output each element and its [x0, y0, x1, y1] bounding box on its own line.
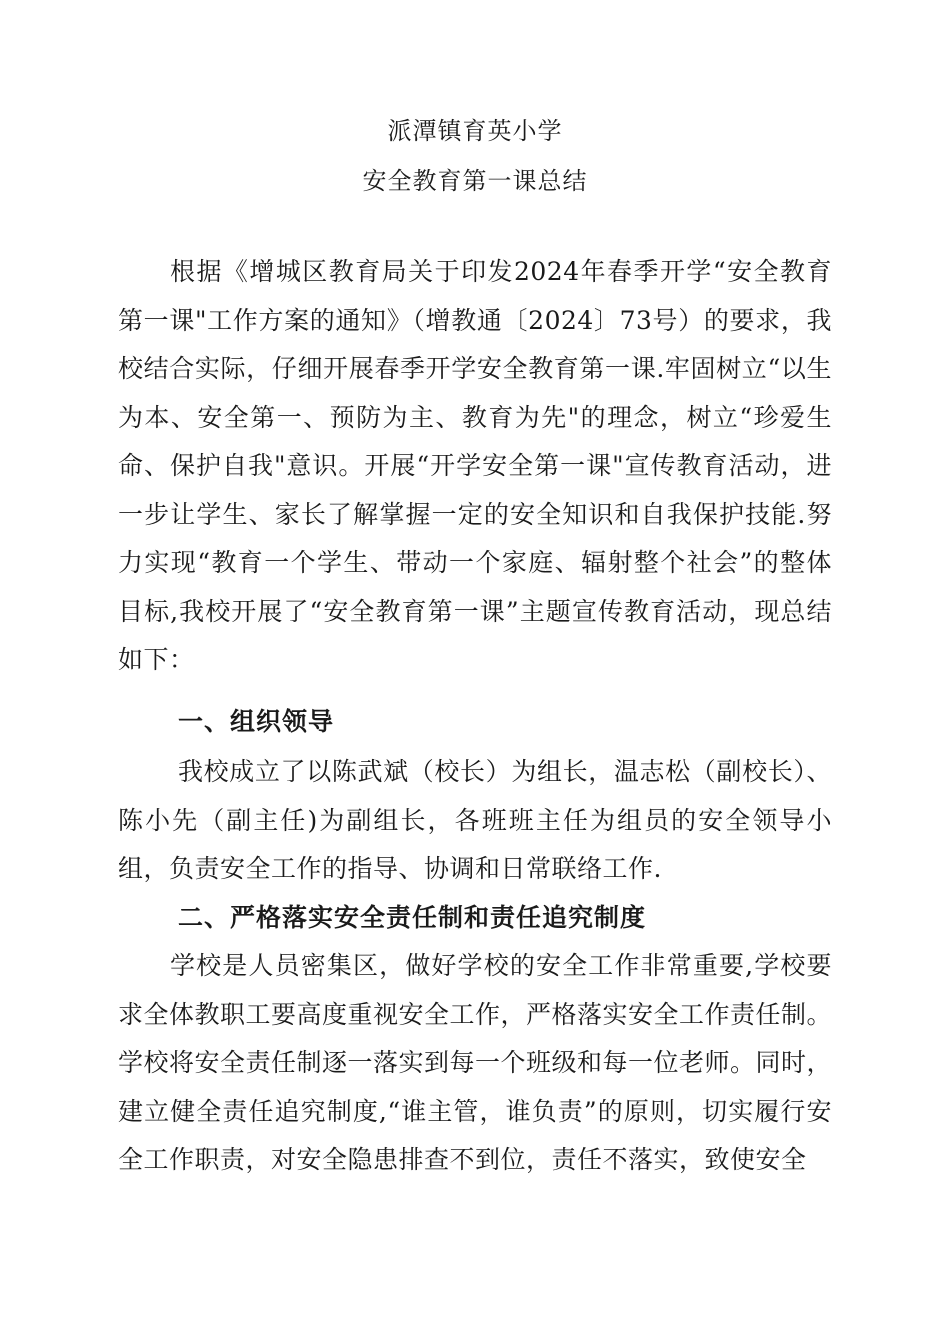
title-block — [0, 106, 950, 206]
section-paragraph-responsibility: 学校是人员密集区，做好学校的安全工作非常重要,学校要求全体教职工要高度重视安全工作，严格落实安全工作责任制。学校将安全责任制逐一落实到每一个班级和每一位老师。同时，建立健全责任追究制度,“谁主管，谁负责”的原则，切实履行安全工作职责，对安全隐患排查不到位，责任不落实，致使安全 — [118, 951, 833, 1174]
section-heading-organization: 一、组织领导 — [178, 707, 335, 736]
section-paragraph-organization: 我校成立了以陈武斌（校长）为组长，温志松（副校长）、陈小先（副主任)为副组长，各班班主任为组员的安全领导小组，负责安全工作的指导、协调和日常联络工作. — [118, 757, 832, 883]
section-heading-responsibility: 二、严格落实安全责任制和责任追究制度 — [178, 903, 647, 932]
intro-paragraph: 根据《增城区教育局关于印发2024年春季开学“安全教育第一课"工作方案的通知》（增教通〔2024〕73号）的要求，我校结合实际，仔细开展春季开学安全教育第一课.牢固树立“以生为本、安全第一、预防为主、教育为先"的理念，树立“珍爱生命、保护自我"意识。开展“开学安全第一课"宣传教育活动，进一步让学生、家长了解掌握一定的安全知识和自我保护技能.努力实现“教育一个学生、带动一个家庭、辐射整个社会”的整体目标,我校开展了“安全教育第一课”主题宣传教育活动，现总结如下： — [118, 257, 832, 674]
school-name: 派潭镇育英小学 — [387, 117, 563, 145]
document-title: 安全教育第一课总结 — [362, 167, 588, 195]
